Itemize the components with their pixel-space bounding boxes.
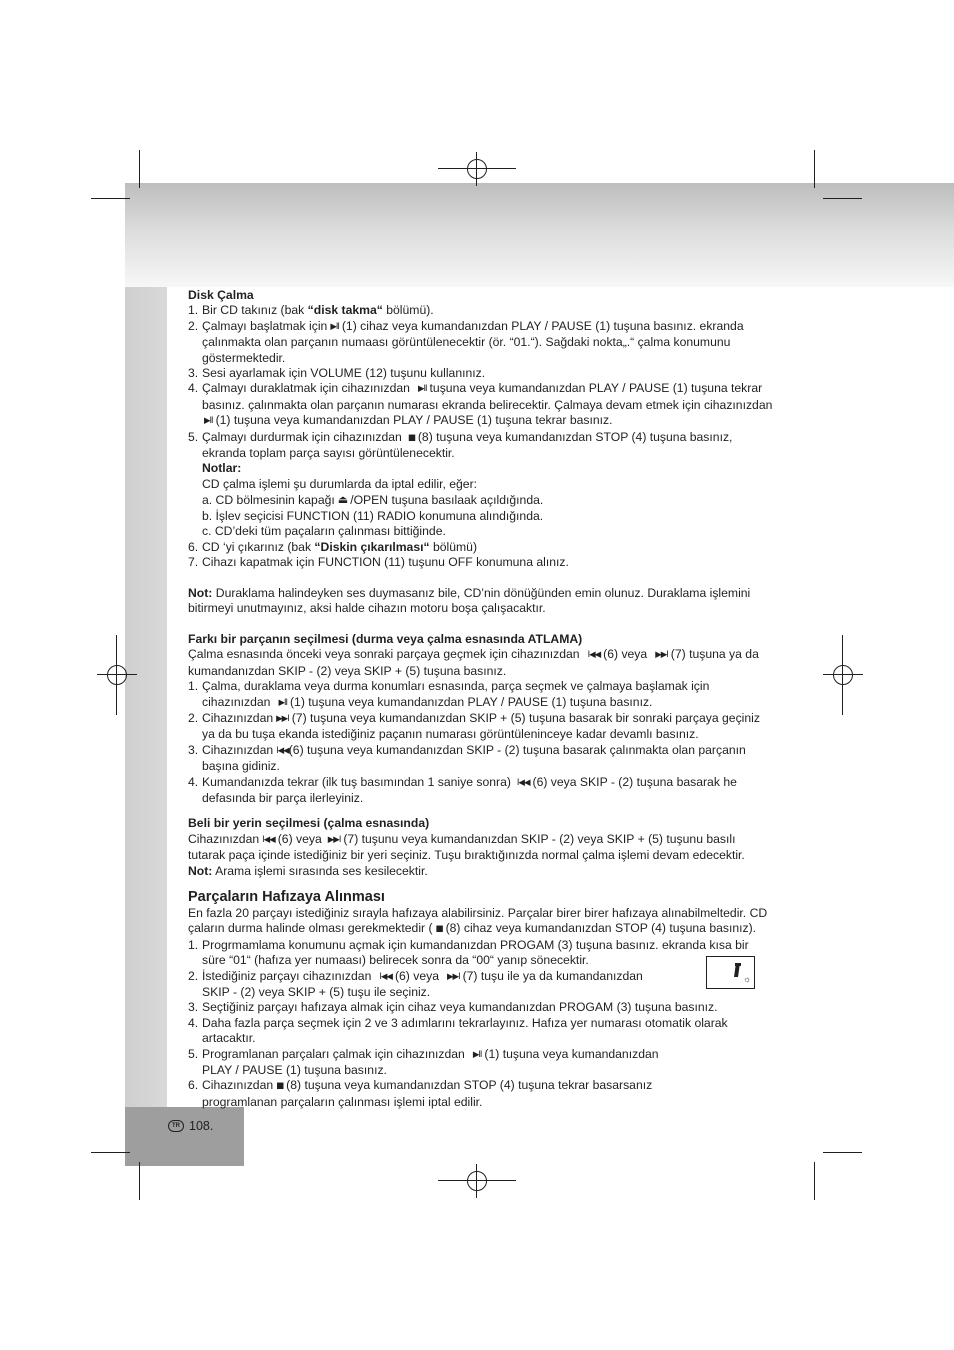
- crop-mark-tr-v: [814, 150, 815, 188]
- prev-icon: I◀◀: [587, 650, 601, 661]
- notes-intro: CD çalma işlemi şu durumlarda da iptal edilir, eğer:: [202, 476, 478, 491]
- list-item: 1. Çalma, duraklama veya durma konumları esnasında, parça seçmek ve çalmaya başlamak için cihazınızdan ▶II (1) tuşuna veya kumandanızdan PLAY / PAUSE (1) tuşuna basınız.: [188, 679, 808, 711]
- page-number: [168, 1119, 213, 1133]
- sun-icon: ☼: [743, 974, 752, 984]
- section-title-skip: Farkı bir parçanın seçilmesi (durma veya çalma esnasında ATLAMA): [188, 631, 583, 646]
- page-number-text: 108.: [189, 1119, 214, 1133]
- note-a: a. CD bölmesinin kapağı ⏏ /OPEN tuşuna basılaak açıldığında.: [202, 493, 544, 508]
- list-item: 2. Cihazınızdan ▶▶I (7) tuşuna veya kumandanızdan SKIP + (5) tuşuna basarak bir sonraki parçaya geçiniz ya da bu tuşa ekanda istediğiniz paçanın numarası görüntüleninceye kadar devamlı basınız.: [188, 710, 760, 742]
- notes-title: Notlar:: [202, 461, 242, 476]
- stop-icon: ■: [276, 1081, 284, 1092]
- registration-mark-left: [97, 635, 137, 715]
- crop-mark-br-v: [814, 1162, 815, 1200]
- list-item: 2. İstediğiniz parçayı cihazınızdan I◀◀ (6) veya ▶▶I (7) tuşu ile ya da kumandanızdan SKIP - (2) veya SKIP + (5) tuşu ile seçiniz.: [188, 968, 643, 1000]
- note-b: b. İşlev seçicisi FUNCTION (11) RADIO konumuna alındığında.: [202, 508, 544, 523]
- lcd-display-illustration: [706, 956, 755, 989]
- prev-icon: I◀◀: [516, 777, 530, 788]
- notes: [188, 461, 808, 539]
- list-item: 3. Sesi ayarlamak için VOLUME (12) tuşunu kullanınız.: [188, 366, 486, 381]
- list-item: 4. Kumandanızda tekrar (ilk tuş basımından 1 saniye sonra) I◀◀ (6) veya SKIP - (2) tuşuna basarak he defasında bir parça ilerleyiniz.: [188, 774, 737, 805]
- crop-mark-tl-h: [91, 198, 130, 199]
- play-pause-icon: ▶II: [204, 416, 213, 427]
- list-item: 7. Cihazı kapatmak için FUNCTION (11) tuşunu OFF konumuna alınız.: [188, 554, 569, 569]
- list-item: 4. Daha fazla parça seçmek için 2 ve 3 adımlarını tekrarlayınız. Hafıza yer numarası otomatik olarak artacaktır.: [188, 1015, 728, 1046]
- disk-note: Not: Duraklama halindeyken ses duymasanız bile, CD’nin dönüğünden emin olunuz. Duraklama işlemini bitirmeyi unutmayınız, aksi halde cihazın motoru boşa çalışacaktır.: [188, 585, 751, 616]
- prev-icon: I◀◀: [276, 745, 289, 756]
- list-item: 1. Bir CD takınız (bak “disk takma“ bölümü).: [188, 303, 434, 318]
- note-c: c. CD’deki tüm paçaların çalınması bittiğinde.: [202, 524, 446, 539]
- list-item: 6. Cihazınızdan ■ (8) tuşuna veya kumandanızdan STOP (4) tuşuna tekrar basarsanız programlanan parçaların çalınması işlemi iptal edilir.: [188, 1078, 653, 1109]
- next-icon: ▶▶I: [327, 834, 341, 845]
- next-icon: ▶▶I: [655, 650, 668, 661]
- crop-mark-br-h: [823, 1152, 862, 1153]
- play-pause-icon: ▶II: [417, 384, 427, 395]
- registration-mark-right: [823, 635, 863, 715]
- prev-icon: I◀◀: [262, 834, 275, 845]
- next-icon: ▶▶I: [276, 713, 289, 724]
- search-text: Cihazınızdan I◀◀ (6) veya ▶▶I (7) tuşunu veya kumandanızdan SKIP - (2) veya SKIP + (5) tuşunu basılı tutarak paça içinde istediğiniz bir yeri seçiniz. Tuşu bıraktığınızda normal çalma işlemi devam edecektir. Not: Arama işlemi sırasında ses kesilecektir.: [188, 831, 745, 878]
- list-item: 5. Çalmayı durdurmak için cihazınızdan ■ (8) tuşuna veya kumandanızdan STOP (4) tuşuna basınız, ekranda toplam parça sayısı görüntülenecektir.: [188, 429, 733, 461]
- list-item: 4. Çalmayı duraklatmak için cihazınızdan ▶II tuşuna veya kumandanızdan PLAY / PAUSE (1) tuşuna tekrar basınız. çalınmakta olan parçanın numarası ekranda belirecektir. Çalmaya devam etmek için cihazınızdan ▶II (1) tuşuna veya kumandanızdan PLAY / PAUSE (1) tuşuna tekrar basınız.: [188, 381, 808, 429]
- list-item: 1. Progrmamlama konumunu açmak için kumandanızdan PROGAM (3) tuşuna basınız. ekranda kısa bir süre “01“ (hafıza yer numaası) belirecek sonra da “00“ yanıp sönecektir.: [188, 937, 749, 968]
- list-item: 2. Çalmayı başlatmak için ▶II (1) cihaz veya kumandanızdan PLAY / PAUSE (1) tuşuna basınız. ekranda çalınmakta olan parçanın numaası görüntülenecektir (ör. “01.“). Sağdaki nokta„.“ çalma konumunu göstermektedir.: [188, 318, 744, 365]
- memory-intro: En fazla 20 parçayı istediğiniz sırayla hafızaya alabilirsiniz. Parçalar birer birer hafızaya alınabilmeltedir. CD çaların durma halinde olması gerekmektedir ( ■ (8) cihaz veya kumandanızdan STOP (4) tuşuna basınız).: [188, 906, 808, 938]
- play-pause-icon: ▶II: [278, 697, 287, 708]
- lcd-digit: [735, 963, 741, 966]
- crop-mark-tl-v: [139, 150, 140, 188]
- prev-icon: I◀◀: [379, 971, 392, 982]
- crop-mark-bl-h: [91, 1152, 130, 1153]
- language-badge: TR: [168, 1120, 184, 1132]
- list-item: 3. Seçtiğiniz parçayı hafızaya almak için cihaz veya kumandanızdan PROGAM (3) tuşuna basınız.: [188, 1000, 718, 1015]
- section-title-memory: Parçaların Hafızaya Alınması: [188, 889, 385, 905]
- footer-tab: [125, 1107, 244, 1166]
- skip-intro: Çalma esnasında önceki veya sonraki parçaya geçmek için cihazınızdan I◀◀ (6) veya ▶▶I (7) tuşuna ya da kumandanızdan SKIP - (2) veya SKIP + (5) tuşuna basınız.: [188, 647, 759, 678]
- list-item: 5. Programlanan parçaları çalmak için cihazınızdan ▶II (1) tuşuna veya kumandanızdan PLAY / PAUSE (1) tuşuna basınız.: [188, 1046, 659, 1078]
- crop-mark-tr-h: [823, 198, 862, 199]
- registration-mark-bottom: [438, 1166, 516, 1196]
- play-pause-icon: ▶II: [472, 1049, 482, 1060]
- registration-mark-top: [438, 154, 516, 184]
- play-pause-icon: ▶II: [330, 321, 339, 332]
- eject-icon: ⏏: [337, 493, 348, 507]
- next-icon: ▶▶I: [447, 971, 460, 982]
- list-item: 3. Cihazınızdan I◀◀(6) tuşuna veya kumandanızdan SKIP - (2) tuşuna basarak çalınmakta olan parçanın başına gidiniz.: [188, 742, 746, 774]
- section-title-disk: Disk Çalma: [188, 288, 254, 302]
- stop-icon: ■: [435, 924, 443, 935]
- list-item: 6. CD ‘yi çıkarınız (bak “Diskin çıkarılması“ bölümü): [188, 539, 478, 554]
- crop-mark-bl-v: [139, 1162, 140, 1200]
- stop-icon: ■: [407, 432, 415, 443]
- section-title-search: Beli bir yerin seçilmesi (çalma esnasında): [188, 816, 430, 831]
